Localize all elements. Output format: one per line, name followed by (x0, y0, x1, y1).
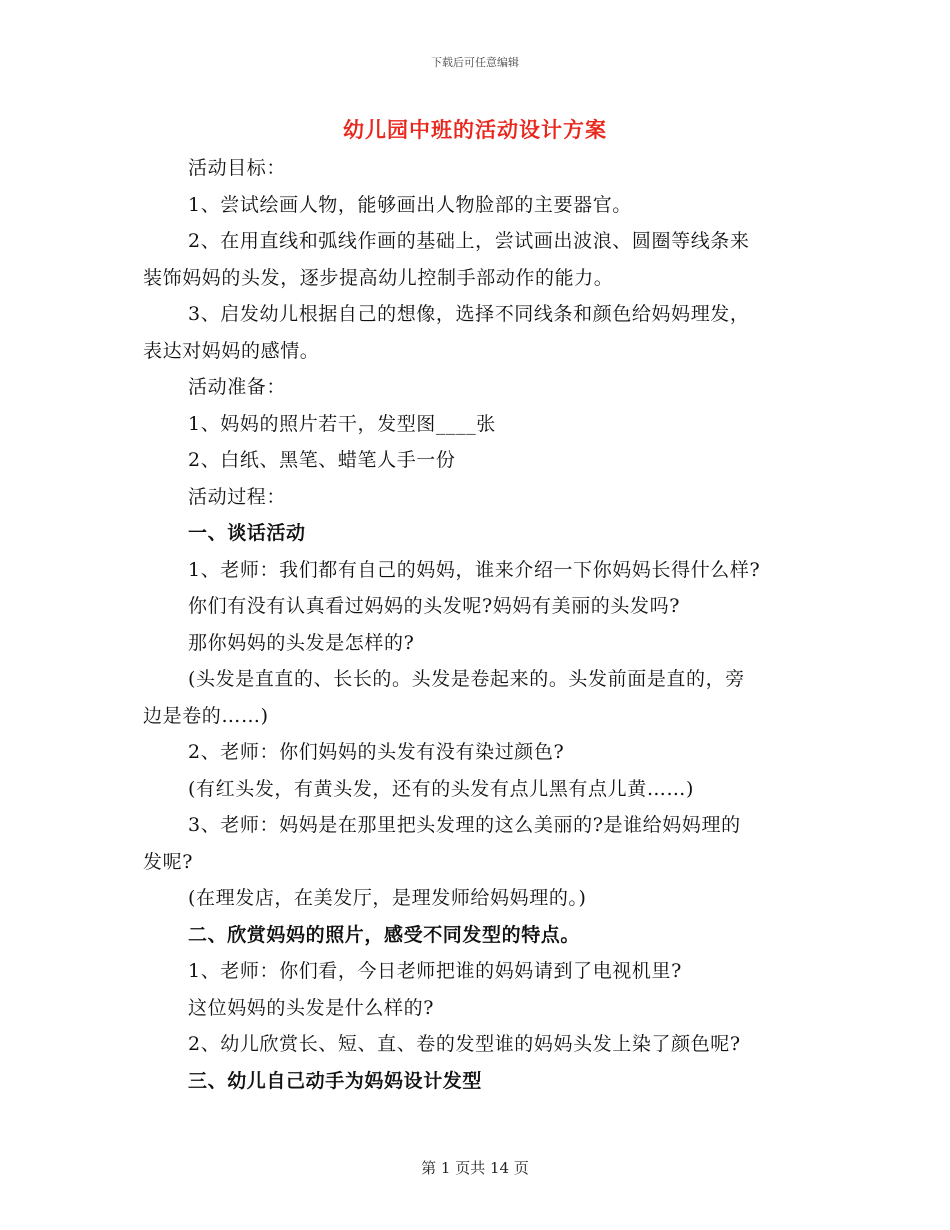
paragraph-line: 活动准备： (188, 376, 287, 398)
paragraph-line: (有红头发，有黄头发，还有的头发有点儿黑有点儿黄……) (188, 777, 695, 800)
paragraph-line: 2、白纸、黑笔、蜡笔人手一份 (188, 449, 456, 471)
paragraph-line: 3、启发幼儿根据自己的想像，选择不同线条和颜色给妈妈理发， (188, 303, 750, 325)
paragraph-line: (头发是直直的、长长的。头发是卷起来的。头发前面是直的，旁 (188, 668, 745, 690)
paragraph-line: 你们有没有认真看过妈妈的头发呢?妈妈有美丽的头发吗? (188, 595, 680, 617)
paragraph-line: 活动过程： (188, 485, 287, 508)
paragraph-line: (在理发店，在美发厅，是理发师给妈妈理的。) (188, 887, 587, 909)
paragraph-line: 表达对妈妈的感情。 (143, 339, 320, 362)
section-heading: 一、谈话活动 (188, 522, 306, 544)
paragraph-line: 3、老师：妈妈是在那里把头发理的这么美丽的?是谁给妈妈理的 (188, 814, 741, 836)
paragraph-line: 1、尝试绘画人物，能够画出人物脸部的主要器官。 (188, 193, 632, 216)
paragraph-line: 1、妈妈的照片若干，发型图____张 (188, 412, 496, 435)
paragraph-line: 那你妈妈的头发是怎样的? (188, 631, 415, 654)
document-body (143, 150, 813, 1099)
paragraph-line: 1、老师：你们看，今日老师把谁的妈妈请到了电视机里? (188, 960, 682, 982)
paragraph-line: 2、在用直线和弧线作画的基础上，尝试画出波浪、圆圈等线条来 (188, 230, 750, 252)
paragraph-line: 1、老师：我们都有自己的妈妈，谁来介绍一下你妈妈长得什么样? (188, 558, 761, 581)
section-heading: 二、欣赏妈妈的照片，感受不同发型的特点。 (188, 923, 581, 946)
paragraph-line: 发呢? (143, 850, 193, 873)
paragraph-line: 2、幼儿欣赏长、短、直、卷的发型谁的妈妈头发上染了颜色呢? (188, 1033, 741, 1055)
paragraph-line: 这位妈妈的头发是什么样的? (188, 996, 434, 1019)
paragraph-line: 2、老师：你们妈妈的头发有没有染过颜色? (188, 741, 565, 763)
header-note: 下载后可任意编辑 (431, 56, 519, 69)
paragraph-line: 装饰妈妈的头发，逐步提高幼儿控制手部动作的能力。 (143, 266, 614, 289)
paragraph-line: 活动目标： (188, 157, 287, 179)
section-heading: 三、幼儿自己动手为妈妈设计发型 (188, 1069, 483, 1092)
paragraph-line: 边是卷的……) (143, 704, 269, 727)
page-footer: 第 1 页共 14 页 (421, 1159, 529, 1177)
document-title: 幼儿园中班的活动设计方案 (343, 117, 607, 142)
